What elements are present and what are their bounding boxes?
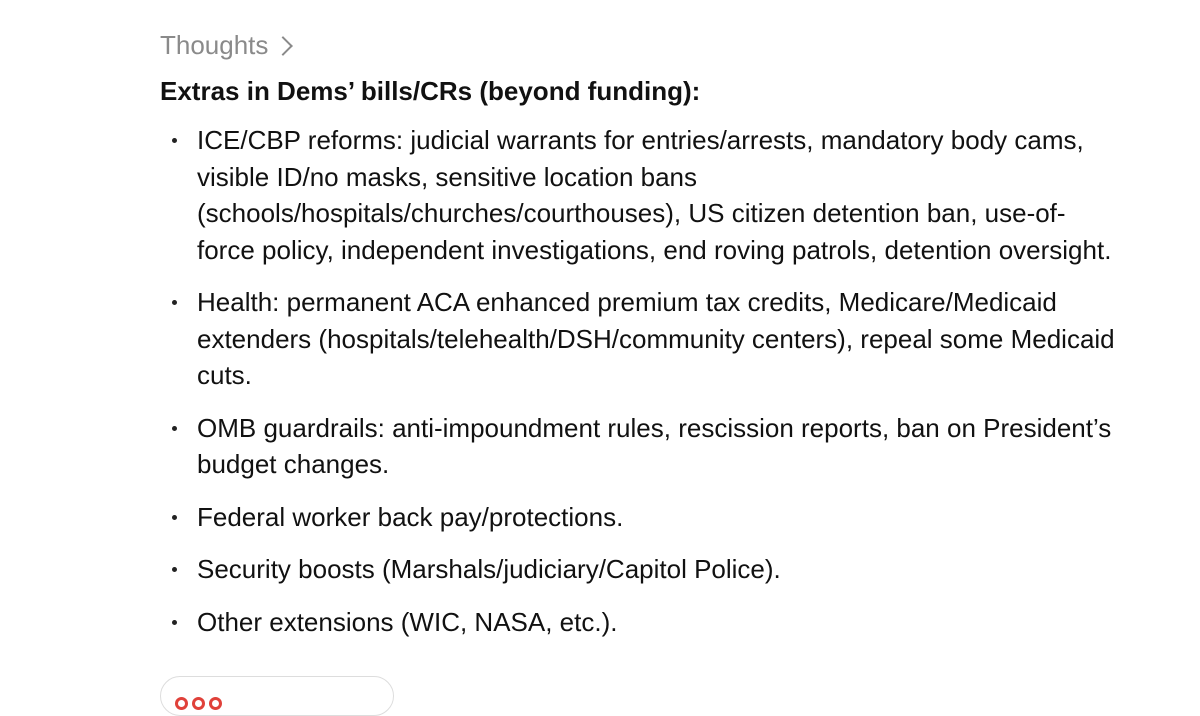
bullet-dot-icon xyxy=(172,620,177,625)
list-item xyxy=(160,410,1120,483)
source-favicon-icon xyxy=(192,697,205,710)
source-favicon-icon xyxy=(175,697,188,710)
list-item-text: Federal worker back pay/protections. xyxy=(197,501,624,532)
sources-chip[interactable] xyxy=(160,676,394,716)
source-favicon-icon xyxy=(209,697,222,710)
bullet-dot-icon xyxy=(172,515,177,520)
list-item-text: Health: permanent ACA enhanced premium tax credits, Medicare/Medicaid extenders (hospitals/telehealth/DSH/community centers), repeal some Medicaid cuts. xyxy=(197,287,1115,390)
list-item xyxy=(160,604,1120,641)
chevron-right-icon xyxy=(274,36,294,56)
section-heading: Extras in Dems’ bills/CRs (beyond funding): xyxy=(160,76,701,106)
response-content xyxy=(160,28,1120,656)
list-item-text: OMB guardrails: anti-impoundment rules, rescission reports, ban on President’s budget changes. xyxy=(197,412,1112,479)
list-item xyxy=(160,284,1120,394)
list-item-text: Security boosts (Marshals/judiciary/Capitol Police). xyxy=(197,554,781,584)
thoughts-toggle[interactable] xyxy=(160,28,290,62)
list-item-text: ICE/CBP reforms: judicial warrants for entries/arrests, mandatory body cams, visible ID/no masks, sensitive location bans (schools/hospitals/churches/courthouses), US citizen detention ban, use-of-force policy, independent investigations, end roving patrols, detention oversight. xyxy=(197,125,1112,265)
list-item xyxy=(160,499,1120,536)
list-item-text: Other extensions (WIC, NASA, etc.). xyxy=(197,606,618,637)
list-item xyxy=(160,122,1120,268)
list-item xyxy=(160,551,1120,588)
bullet-dot-icon xyxy=(172,138,177,143)
bullet-list xyxy=(160,122,1120,640)
bullet-dot-icon xyxy=(172,426,177,431)
thoughts-label: Thoughts xyxy=(160,30,269,60)
bullet-dot-icon xyxy=(172,567,177,572)
bullet-dot-icon xyxy=(172,300,177,305)
